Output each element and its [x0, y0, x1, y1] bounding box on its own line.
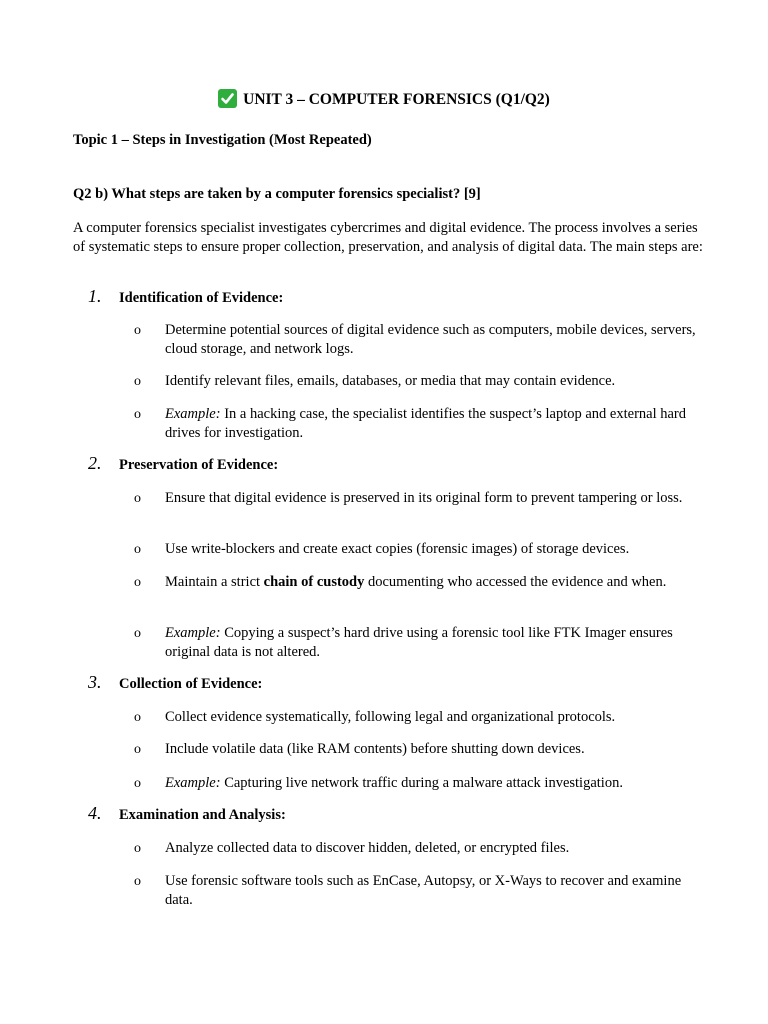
topic-heading: Topic 1 – Steps in Investigation (Most Repeated)	[73, 132, 372, 148]
bullet-text: Determine potential sources of digital evidence such as computers, mobile devices, servers, cloud storage, and network logs.	[165, 322, 696, 357]
bullet-text: Maintain a strict chain of custody documenting who accessed the evidence and when.	[165, 574, 667, 590]
bullet-marker: o	[134, 841, 141, 856]
bullet-text: Use write-blockers and create exact copies (forensic images) of storage devices.	[165, 541, 630, 557]
example-label: Example:	[165, 775, 221, 791]
example-label: Example:	[165, 406, 221, 422]
step-title: Preservation of Evidence:	[119, 457, 279, 473]
chain-of-custody-term: chain of custody	[263, 574, 365, 590]
step-number: 4.	[88, 803, 102, 823]
bullet-marker: o	[134, 575, 141, 590]
bullet-marker: o	[134, 491, 141, 506]
page-title	[0, 89, 768, 111]
step-title: Examination and Analysis:	[119, 807, 286, 823]
step-number: 3.	[88, 672, 102, 692]
bullet-marker: o	[134, 742, 141, 757]
check-mark-icon	[218, 89, 237, 108]
step-number: 2.	[88, 453, 102, 473]
bullet-marker: o	[134, 874, 141, 889]
bullet-text: Use forensic software tools such as EnCase, Autopsy, or X-Ways to recover and examine data.	[165, 873, 682, 908]
bullet-marker: o	[134, 323, 141, 338]
bullet-text: Analyze collected data to discover hidden, deleted, or encrypted files.	[165, 840, 570, 856]
bullet-marker: o	[134, 542, 141, 557]
bullet-text: Collect evidence systematically, following legal and organizational protocols.	[165, 709, 616, 725]
bullet-text: Example: Capturing live network traffic during a malware attack investigation.	[165, 775, 623, 791]
intro-paragraph: A computer forensics specialist investigates cybercrimes and digital evidence. The process involves a series of systematic steps to ensure proper collection, preservation, and analysis of digital data. The main steps are:	[73, 220, 703, 255]
page-title-text: UNIT 3 – COMPUTER FORENSICS (Q1/Q2)	[243, 91, 550, 108]
bullet-text: Example: Copying a suspect’s hard drive using a forensic tool like FTK Imager ensures original data is not altered.	[165, 625, 673, 660]
step-title: Identification of Evidence:	[119, 290, 284, 306]
bullet-marker: o	[134, 374, 141, 389]
bullet-text: Identify relevant files, emails, databases, or media that may contain evidence.	[165, 373, 616, 389]
bullet-marker: o	[134, 776, 141, 791]
question-heading: Q2 b) What steps are taken by a computer forensics specialist? [9]	[73, 186, 481, 202]
step-title: Collection of Evidence:	[119, 676, 263, 692]
bullet-marker: o	[134, 407, 141, 422]
step-number: 1.	[88, 286, 102, 306]
example-label: Example:	[165, 625, 221, 641]
bullet-text: Include volatile data (like RAM contents) before shutting down devices.	[165, 741, 585, 757]
bullet-text: Ensure that digital evidence is preserved in its original form to prevent tampering or loss.	[165, 490, 683, 506]
bullet-text: Example: In a hacking case, the specialist identifies the suspect’s laptop and external hard drives for investigation.	[165, 406, 687, 441]
bullet-marker: o	[134, 710, 141, 725]
bullet-marker: o	[134, 626, 141, 641]
